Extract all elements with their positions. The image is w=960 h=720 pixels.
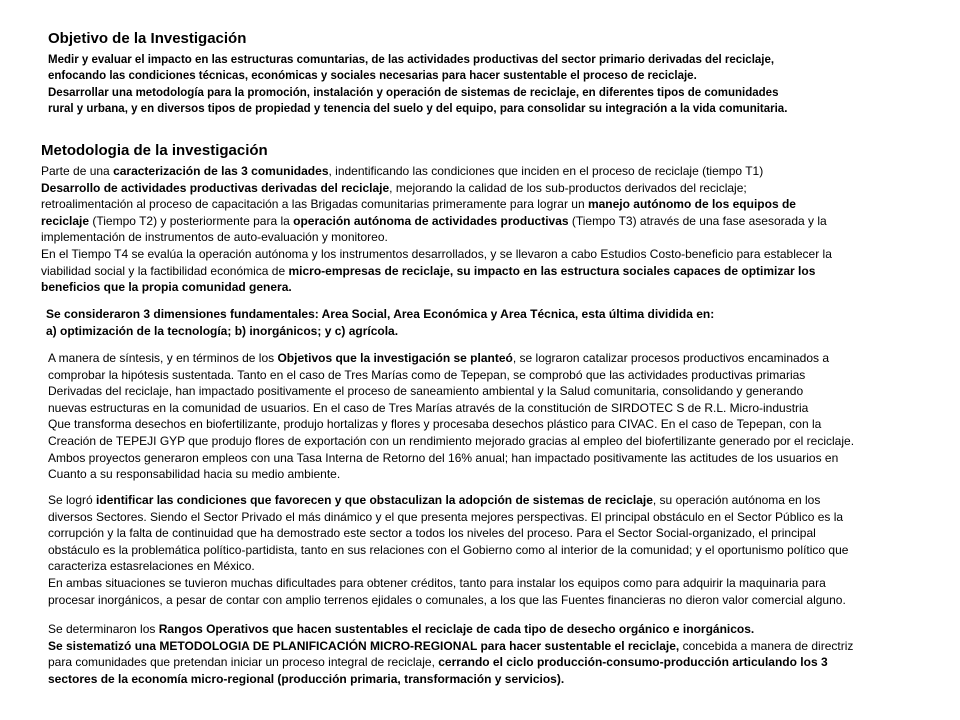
text-run-bold: caracterización de las 3 comunidades xyxy=(113,164,329,178)
text-run-bold: operación autónoma de actividades productivas xyxy=(293,213,569,228)
condiciones-line: procesar inorgánicos, a pesar de contar con amplio terrenos ejidales o comunales, a los que las Fuentes financieras no dieron valor comercial alguno. xyxy=(48,592,846,607)
metodologia-line xyxy=(41,263,832,280)
objetivo-line: Medir y evaluar el impacto en las estructuras comuntarias, de las actividades productivas del sector primario derivadas del reciclaje, xyxy=(48,54,775,66)
dimensiones-line: Se consideraron 3 dimensiones fundamentales: Area Social, Area Económica y Area Técnica, esta última dividida en: xyxy=(46,307,715,321)
metodologia-title: Metodologia de la investigación xyxy=(41,142,268,159)
text-run-bold: reciclaje xyxy=(41,213,90,228)
text-run-bold: Rangos Operativos que hacen sustentables el reciclaje de cada tipo de desecho orgánico e inorgánicos. xyxy=(158,622,755,636)
objetivo-section xyxy=(48,30,787,118)
objetivo-line: enfocando las condiciones técnicas, económicas y sociales necesarias para hacer sustentable el proceso de reciclaje. xyxy=(48,70,697,83)
text-run: retroalimentación al proceso de capacitación a las Brigadas comunitarias primeramente para lograr un xyxy=(41,197,588,212)
text-run: , mejorando la calidad de los sub-productos derivados del reciclaje; xyxy=(389,180,747,195)
text-run: Parte de una xyxy=(41,164,114,178)
text-run: Se determinaron los xyxy=(48,622,159,636)
text-run: A manera de síntesis, y en términos de los xyxy=(48,351,278,365)
sintesis-line: Derivadas del reciclaje, han impactado positivamente el proceso de saneamiento ambiental y la Salud comunitaria, consolidando y generando xyxy=(48,384,804,399)
condiciones-line: caracteriza estasrelaciones en México. xyxy=(48,559,255,574)
condiciones-line xyxy=(48,492,848,509)
sintesis-line: Ambos proyectos generaron empleos con una Tasa Interna de Retorno del 16% anual; han impactado positivamente las actitudes de los usuarios en xyxy=(48,450,839,465)
condiciones-line: corrupción y la falta de continuidad que ha demostrado este sector a todos los niveles del proceso. Para el Sector Social-organizado, el principal xyxy=(48,526,816,541)
metodologia-section xyxy=(41,142,832,296)
metodologia-line: beneficios que la propia comunidad genera. xyxy=(41,280,292,295)
rangos-line: sectores de la economía micro-regional (producción primaria, transformación y servicios). xyxy=(48,671,565,686)
text-run-bold: Objetivos que la investigación se planteó xyxy=(277,351,513,365)
metodologia-line xyxy=(41,213,832,230)
sintesis-line: Creación de TEPEJI GYP que produjo flores de exportación con un rendimiento mejorado gracias al empleo del biofertilizante generado por el reciclaje. xyxy=(48,433,855,448)
condiciones-line: obstáculo es la problemática político-partidista, tanto en sus relaciones con el Gobierno como al interior de la comunidad; y el oportunismo político que xyxy=(48,542,849,557)
metodologia-line: En el Tiempo T4 se evalúa la operación autónoma y los instrumentos desarrollados, y se llevaron a cabo Estudios Costo-beneficio para establecer la xyxy=(41,246,832,261)
objetivo-title: Objetivo de la Investigación xyxy=(48,30,247,47)
rangos-section xyxy=(48,621,853,687)
text-run: , su operación autónoma en los xyxy=(652,493,821,507)
text-run-bold: identificar las condiciones que favorecen y que obstaculizan la adopción de sistemas de reciclaje xyxy=(96,493,653,507)
condiciones-line: En ambas situaciones se tuvieron muchas dificultades para obtener créditos, tanto para instalar los equipos como para adquirir la maquinaria para xyxy=(48,575,826,590)
text-run-bold: cerrando el ciclo producción-consumo-producción articulando los 3 xyxy=(438,655,828,670)
sintesis-line: nuevas estructuras en la comunidad de usuarios. En el caso de Tres Marías através de la constitución de SIRDOTEC S de R.L. Micro-industria xyxy=(48,400,809,415)
sintesis-line xyxy=(48,350,854,367)
metodologia-line xyxy=(41,180,832,197)
dimensiones-section xyxy=(46,306,714,339)
sintesis-section xyxy=(48,350,854,483)
metodologia-line xyxy=(41,163,832,180)
objetivo-line: rural y urbana, y en diversos tipos de propiedad y tenencia del suelo y del equipo, para consolidar su integración a la vida comunitaria. xyxy=(48,103,788,116)
rangos-line xyxy=(48,621,853,638)
text-run-bold: Se sistematizó una METODOLOGIA DE PLANIFICACIÓN MICRO-REGIONAL para hacer sustentable el reciclaje, xyxy=(48,638,680,653)
sintesis-line: Cuanto a su responsabilidad hacia su medio ambiente. xyxy=(48,467,341,482)
text-run: viabilidad social y la factibilidad económica de xyxy=(41,263,289,278)
text-run: Se logró xyxy=(48,493,97,507)
text-run-bold: Desarrollo de actividades productivas derivadas del reciclaje xyxy=(41,180,390,195)
sintesis-line: comprobar la hipótesis sustentada. Tanto en el caso de Tres Marías como de Tepepan, se comprobó que las actividades productivas primarias xyxy=(48,367,806,382)
rangos-line xyxy=(48,654,853,671)
dimensiones-line: a) optimización de la tecnología; b) inorgánicos; y c) agrícola. xyxy=(46,323,399,338)
text-run: concebida a manera de directriz xyxy=(679,638,854,653)
text-run-bold: micro-empresas de reciclaje, su impacto en las estructura sociales capaces de optimizar los xyxy=(288,263,816,278)
text-run: para comunidades que pretendan iniciar un proceso integral de reciclaje, xyxy=(48,655,439,670)
condiciones-section xyxy=(48,492,848,608)
condiciones-line: diversos Sectores. Siendo el Sector Privado el más dinámico y el que presenta mejores perspectivas. El principal obstáculo en el Sector Público es la xyxy=(48,509,844,524)
metodologia-line xyxy=(41,196,832,213)
objetivo-line: Desarrollar una metodología para la promoción, instalación y operación de sistemas de reciclaje, en diferentes tipos de comunidades xyxy=(48,86,779,99)
text-run: , se lograron catalizar procesos productivos encaminados a xyxy=(512,351,830,365)
sintesis-line: Que transforma desechos en biofertilizante, produjo hortalizas y flores y procesaba desechos plástico para CIVAC. En el caso de Tepepan, con la xyxy=(48,417,822,432)
text-run-bold: manejo autónomo de los equipos de xyxy=(587,197,796,212)
text-run: , indentificando las condiciones que inciden en el proceso de reciclaje (tiempo T1) xyxy=(328,164,764,178)
rangos-line xyxy=(48,638,853,655)
text-run: (Tiempo T2) y posteriormente para la xyxy=(89,213,294,228)
metodologia-line: implementación de instrumentos de auto-evaluación y monitoreo. xyxy=(41,230,388,245)
text-run: (Tiempo T3) através de una fase asesorada y la xyxy=(568,213,827,228)
